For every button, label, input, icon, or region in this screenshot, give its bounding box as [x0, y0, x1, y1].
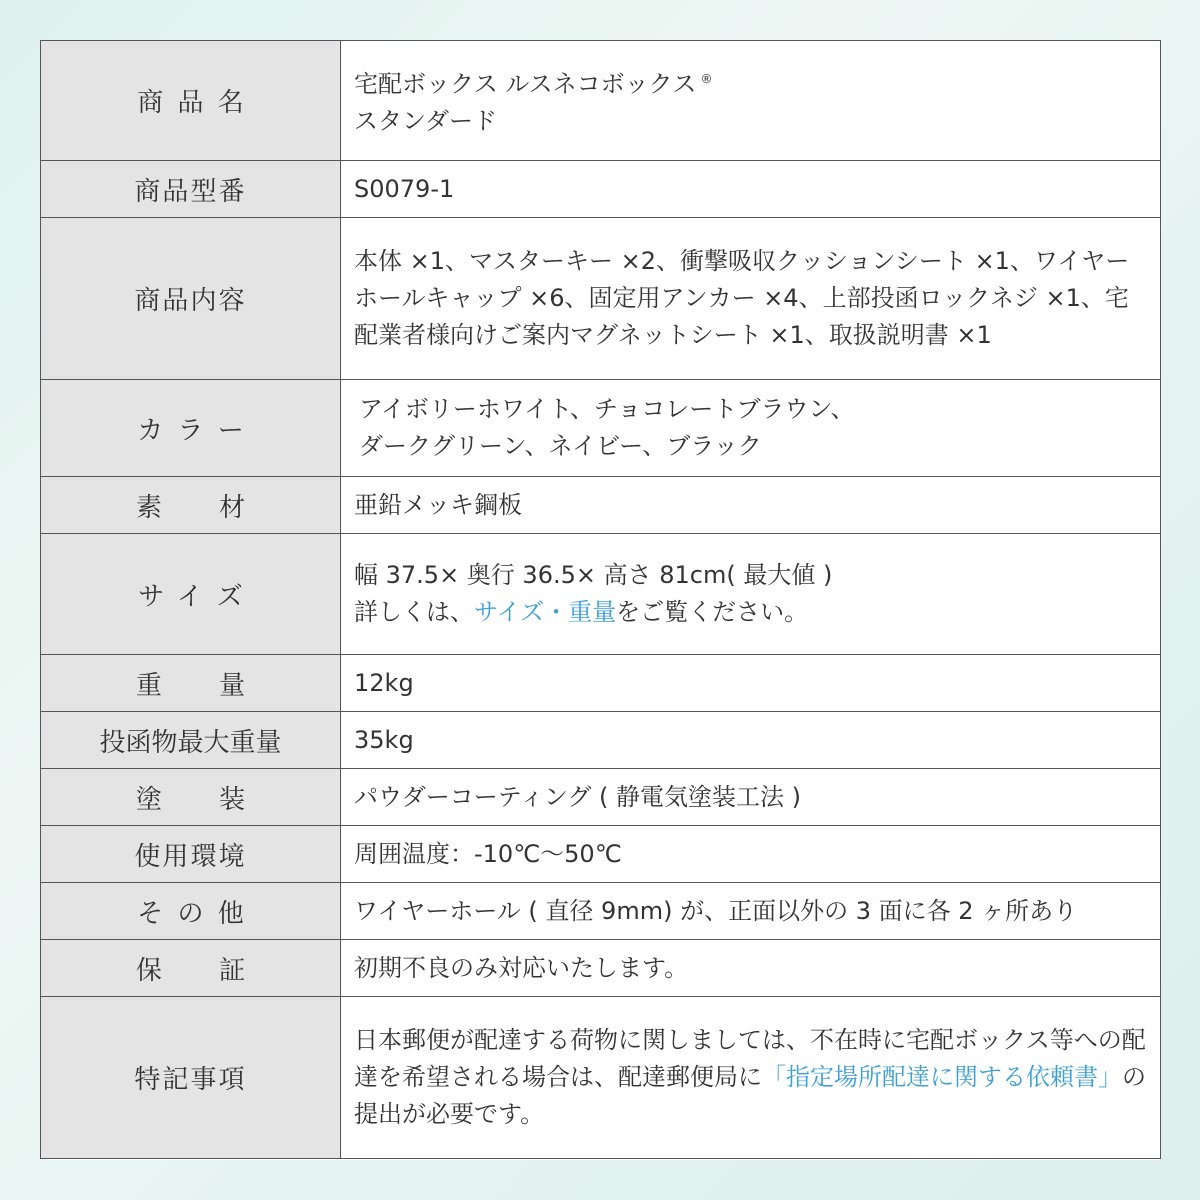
spec-label-text: 商品内容 [134, 286, 247, 316]
spec-value-text: 日本郵便が配達する荷物に関しましては、不在時に宅配ボックス等への配達を希望される場合は、配達郵便局に [354, 1026, 1146, 1091]
spec-row-other [41, 883, 1161, 940]
spec-row-contents [41, 218, 1161, 380]
spec-label-text: 商品型番 [134, 176, 247, 207]
spec-value-text: アイボリーホワイト、チョコレートブラウン、 [359, 395, 855, 423]
spec-row-model-number [41, 161, 1161, 218]
spec-row-material [41, 477, 1161, 534]
spec-value [341, 380, 1161, 477]
spec-value: S0079-1 [341, 161, 1161, 218]
spec-label-text: サイズ [138, 581, 258, 612]
spec-row-coating [41, 769, 1161, 826]
spec-label-text: 塗装 [135, 784, 303, 815]
spec-label-text: 投函物最大重量 [99, 727, 282, 758]
spec-label [41, 712, 341, 769]
spec-value-text: をご覧ください。 [616, 598, 809, 626]
spec-label [41, 940, 341, 997]
spec-label-text: カラー [137, 415, 259, 446]
spec-value: 12kg [341, 655, 1161, 712]
spec-row-warranty [41, 940, 1161, 997]
spec-value: ワイヤーホール ( 直径 9mm) が、正面以外の 3 面に各 2 ヶ所あり [341, 883, 1161, 940]
spec-value: 35kg [341, 712, 1161, 769]
spec-value: 本体 ×1、マスターキー ×2、衝撃吸収クッションシート ×1、ワイヤーホールキャップ ×6、固定用アンカー ×4、上部投函ロックネジ ×1、宅配業者様向けご案内マグネットシート ×1、取扱説明書 ×1 [341, 218, 1161, 380]
spec-label [41, 161, 341, 218]
spec-label [41, 655, 341, 712]
spec-label [41, 997, 341, 1159]
spec-label-text: 保証 [135, 955, 303, 986]
spec-label [41, 534, 341, 655]
spec-value: 初期不良のみ対応いたします。 [341, 940, 1161, 997]
spec-row-weight [41, 655, 1161, 712]
spec-label [41, 380, 341, 477]
spec-label-text: 商品名 [137, 88, 259, 118]
spec-row-size [41, 534, 1161, 655]
spec-value-text: 宅配ボックス ルスネコボックス [354, 70, 697, 98]
spec-label [41, 883, 341, 940]
size-weight-link[interactable]: サイズ・重量 [474, 598, 617, 626]
spec-value-text: ダークグリーン、ネイビー、ブラック [359, 432, 762, 460]
spec-value [341, 534, 1161, 655]
product-spec-table [40, 40, 1161, 1159]
spec-value: 亜鉛メッキ鋼板 [341, 477, 1161, 534]
spec-value [341, 997, 1161, 1159]
spec-value-text: 幅 37.5× 奥行 36.5× 高さ 81cm( 最大値 ) [354, 561, 833, 589]
spec-label-text: その他 [137, 898, 259, 929]
spec-value: パウダーコーティング ( 静電気塗装工法 ) [341, 769, 1161, 826]
spec-label [41, 477, 341, 534]
spec-value [341, 41, 1161, 161]
spec-row-color [41, 380, 1161, 477]
spec-value: 周囲温度：-10℃～50℃ [341, 826, 1161, 883]
spec-label [41, 769, 341, 826]
spec-row-product-name [41, 41, 1161, 161]
spec-label [41, 826, 341, 883]
spec-label-text: 素材 [135, 492, 303, 523]
spec-row-environment [41, 826, 1161, 883]
registered-mark: ® [700, 72, 713, 86]
spec-label [41, 41, 341, 161]
spec-label-text: 使用環境 [134, 841, 247, 872]
spec-row-max-load [41, 712, 1161, 769]
spec-label-text: 重量 [135, 670, 303, 701]
spec-row-notes [41, 997, 1161, 1159]
spec-value-text: の提出が必要です。 [354, 1063, 1146, 1128]
spec-label-text: 特記事項 [134, 1065, 247, 1095]
spec-value-text: 詳しくは、 [354, 598, 474, 626]
spec-value-text: スタンダード [354, 107, 498, 135]
designated-delivery-request-link[interactable]: 「指定場所配達に関する依頼書」 [762, 1063, 1122, 1091]
spec-label [41, 218, 341, 380]
